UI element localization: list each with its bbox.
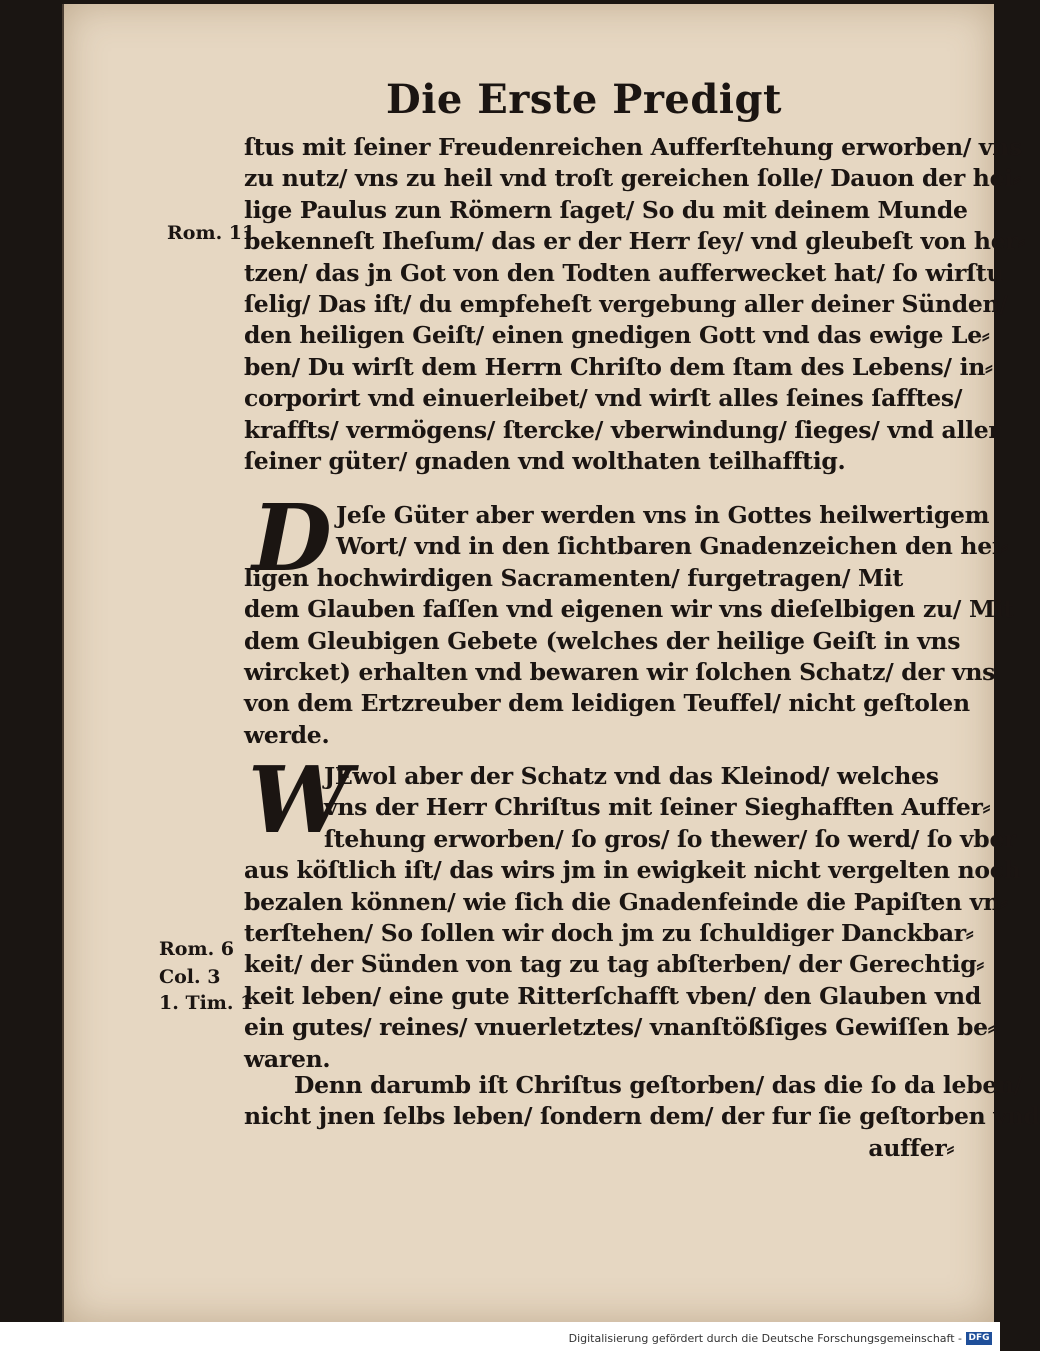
paragraph-3 (244, 761, 1021, 1075)
text-line: ben/ Du wirſt dem Herrn Chriſto dem ſtam des Lebens/ in⸗ (244, 352, 993, 381)
text-line: ein gutes/ reines/ vnuerletztes/ vnanſtößſiges Gewiſſen be⸗ (244, 1013, 996, 1042)
text-line: Wort/ vnd in den ſichtbaren Gnadenzeichen den hei⸗ (336, 532, 1009, 561)
text-line: werde. (244, 720, 330, 749)
running-head: Die Erste Predigt (386, 76, 782, 123)
decorated-initial-w: W (248, 746, 352, 854)
text-line: ſtus mit ſeiner Freudenreichen Aufferſtehung erworben/ vns (244, 133, 1022, 161)
text-line: vns der Herr Chriſtus mit ſeiner Sieghafften Auffer⸗ (324, 793, 991, 822)
text-line: wircket) erhalten vnd bewaren wir ſolchen Schatz/ der vns (244, 658, 996, 687)
text-line: nicht jnen ſelbs leben/ ſondern dem/ der fur ſie geſtorben vnd (244, 1102, 1040, 1131)
footer-bar (0, 1322, 1000, 1351)
text-line: zu nutz/ vns zu heil vnd troſt gereichen ſolle/ Dauon der hei⸗ (244, 164, 1021, 193)
text-line: corporirt vnd einuerleibet/ vnd wirſt alles ſeines ſafftes/ (244, 384, 963, 413)
paragraph-2 (244, 500, 1014, 751)
margin-note-rom11: Rom. 11 (167, 222, 256, 244)
dfg-logo: DFG (966, 1332, 992, 1345)
text-line: den heiligen Geiſt/ einen gnedigen Gott vnd das ewige Le⸗ (244, 321, 990, 350)
text-line: JEwol aber der Schatz vnd das Kleinod/ welches (324, 762, 939, 790)
text-line: waren. (244, 1044, 331, 1073)
text-line: dem Gleubigen Gebete (welches der heilige Geiſt in vns (244, 626, 961, 655)
text-line: bekenneſt Iheſum/ das er der Herr ſey/ vnd gleubeſt von her⸗ (244, 227, 1025, 256)
text-line: keit leben/ eine gute Ritterſchafft vben/ den Glauben vnd (244, 981, 981, 1010)
margin-note-tim1: 1. Tim. 1 (159, 992, 254, 1014)
text-line: keit/ der Sünden von tag zu tag abſterben/ der Gerechtig⸗ (244, 950, 984, 979)
text-line: von dem Ertzreuber dem leidigen Teuffel/ nicht geſtolen (244, 689, 970, 718)
text-line: ſelig/ Das iſt/ du empfeheſt vergebung aller deiner Sünden/ (244, 290, 1008, 319)
text-line: ſeiner güter/ gnaden vnd wolthaten teilhafftig. (244, 447, 846, 476)
text-line: ſtehung erworben/ ſo gros/ ſo thewer/ ſo werd/ ſo vber (324, 824, 1017, 853)
text-line: Jeſe Güter aber werden vns in Gottes heilwertigem (336, 501, 990, 529)
funding-credit: Digitalisierung gefördert durch die Deutsche Forschungsgemeinschaft - (568, 1332, 962, 1345)
decorated-initial-d: D (252, 484, 332, 592)
text-line: kraffts/ vermögens/ ſtercke/ vberwindung/ ſieges/ vnd aller (244, 415, 1001, 444)
margin-note-col3: Col. 3 (159, 966, 221, 988)
text-line: aus köſtlich iſt/ das wirs jm in ewigkeit nicht vergelten noch (244, 856, 1021, 885)
text-line: tzen/ das jn Got von den Todten aufferwecket hat/ ſo wirſtu (244, 258, 1004, 287)
text-line: bezalen können/ wie ſich die Gnadenfeinde die Papiſten vn⸗ (244, 887, 1008, 916)
text-line: Denn darumb iſt Chriſtus geſtorben/ das die ſo da leben/ (294, 1071, 1023, 1099)
text-line: dem Glauben faſſen vnd eigenen wir vns dieſelbigen zu/ Mit (244, 595, 1014, 624)
margin-note-rom6: Rom. 6 (159, 938, 235, 960)
text-line: lige Paulus zun Römern ſaget/ So du mit deinem Munde (244, 195, 968, 224)
paragraph-1 (244, 132, 1025, 477)
catchword: auffer⸗ (868, 1133, 954, 1162)
document-page (62, 4, 1040, 1322)
text-line: ligen hochwirdigen Sacramenten/ furgetragen/ Mit (244, 563, 903, 592)
text-line: terſtehen/ So ſollen wir doch jm zu ſchuldiger Danckbar⸗ (244, 919, 974, 948)
paragraph-4 (244, 1070, 1040, 1164)
